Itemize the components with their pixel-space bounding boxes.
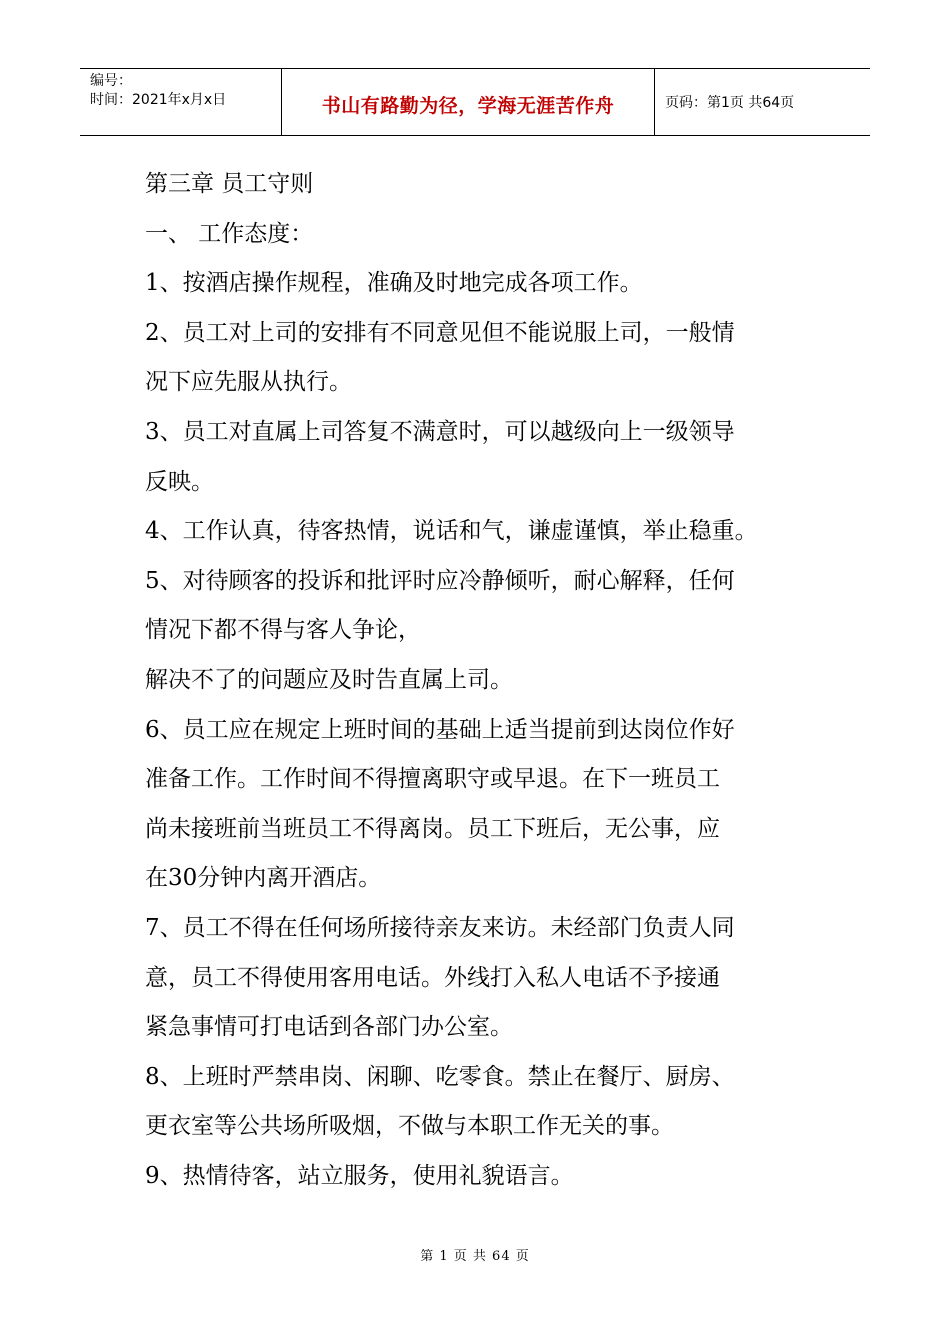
page-footer: 第 1 页 共 64 页 [420,1249,530,1264]
document-header [80,68,870,136]
header-page-info: 页码：第1页 共64页 [665,95,795,111]
body-line: 2、员工对上司的安排有不同意见但不能说服上司，一般情 [145,319,735,346]
body-line: 3、员工对直属上司答复不满意时，可以越级向上一级领导 [145,418,735,445]
body-line: 6、员工应在规定上班时间的基础上适当提前到达岗位作好 [145,716,735,743]
body-line: 意，员工不得使用客用电话。外线打入私人电话不予接通 [145,964,720,991]
body-line: 更衣室等公共场所吸烟，不做与本职工作无关的事。 [145,1113,674,1140]
body-line: 解决不了的问题应及时告直属上司。 [145,666,513,693]
header-motto: 书山有路勤为径，学海无涯苦作舟 [321,94,615,117]
body-line: 9、热情待客，站立服务，使用礼貌语言。 [145,1162,574,1189]
body-line: 8、上班时严禁串岗、闲聊、吃零食。禁止在餐厅、厨房、 [145,1063,735,1090]
body-line: 准备工作。工作时间不得擅离职守或早退。在下一班员工 [145,766,720,793]
body-line: 紧急事情可打电话到各部门办公室。 [145,1014,513,1041]
header-motto-cell [282,69,655,135]
body-line: 反映。 [145,468,214,495]
header-time-label: 时间：2021年x月x日 [90,92,227,108]
body-line: 况下应先服从执行。 [145,369,352,396]
body-line: 7、员工不得在任何场所接待亲友来访。未经部门负责人同 [145,914,735,941]
chapter-title: 第三章 员工守则 [145,171,314,197]
document-body [145,160,825,1201]
header-meta-cell [80,69,282,135]
section-heading: 一、 工作态度： [145,220,314,247]
body-line: 尚未接班前当班员工不得离岗。员工下班后，无公事，应 [145,815,720,842]
body-line: 1、按酒店操作规程，准确及时地完成各项工作。 [145,270,643,297]
header-page-cell [655,69,870,135]
body-line: 4、工作认真，待客热情，说话和气，谦虚谨慎，举止稳重。 [145,518,758,545]
body-line: 5、对待顾客的投诉和批评时应冷静倾听，耐心解释，任何 [145,567,735,594]
header-number-label: 编号： [90,73,132,89]
body-line: 情况下都不得与客人争论， [145,617,421,644]
body-line: 在30分钟内离开酒店。 [145,865,382,892]
